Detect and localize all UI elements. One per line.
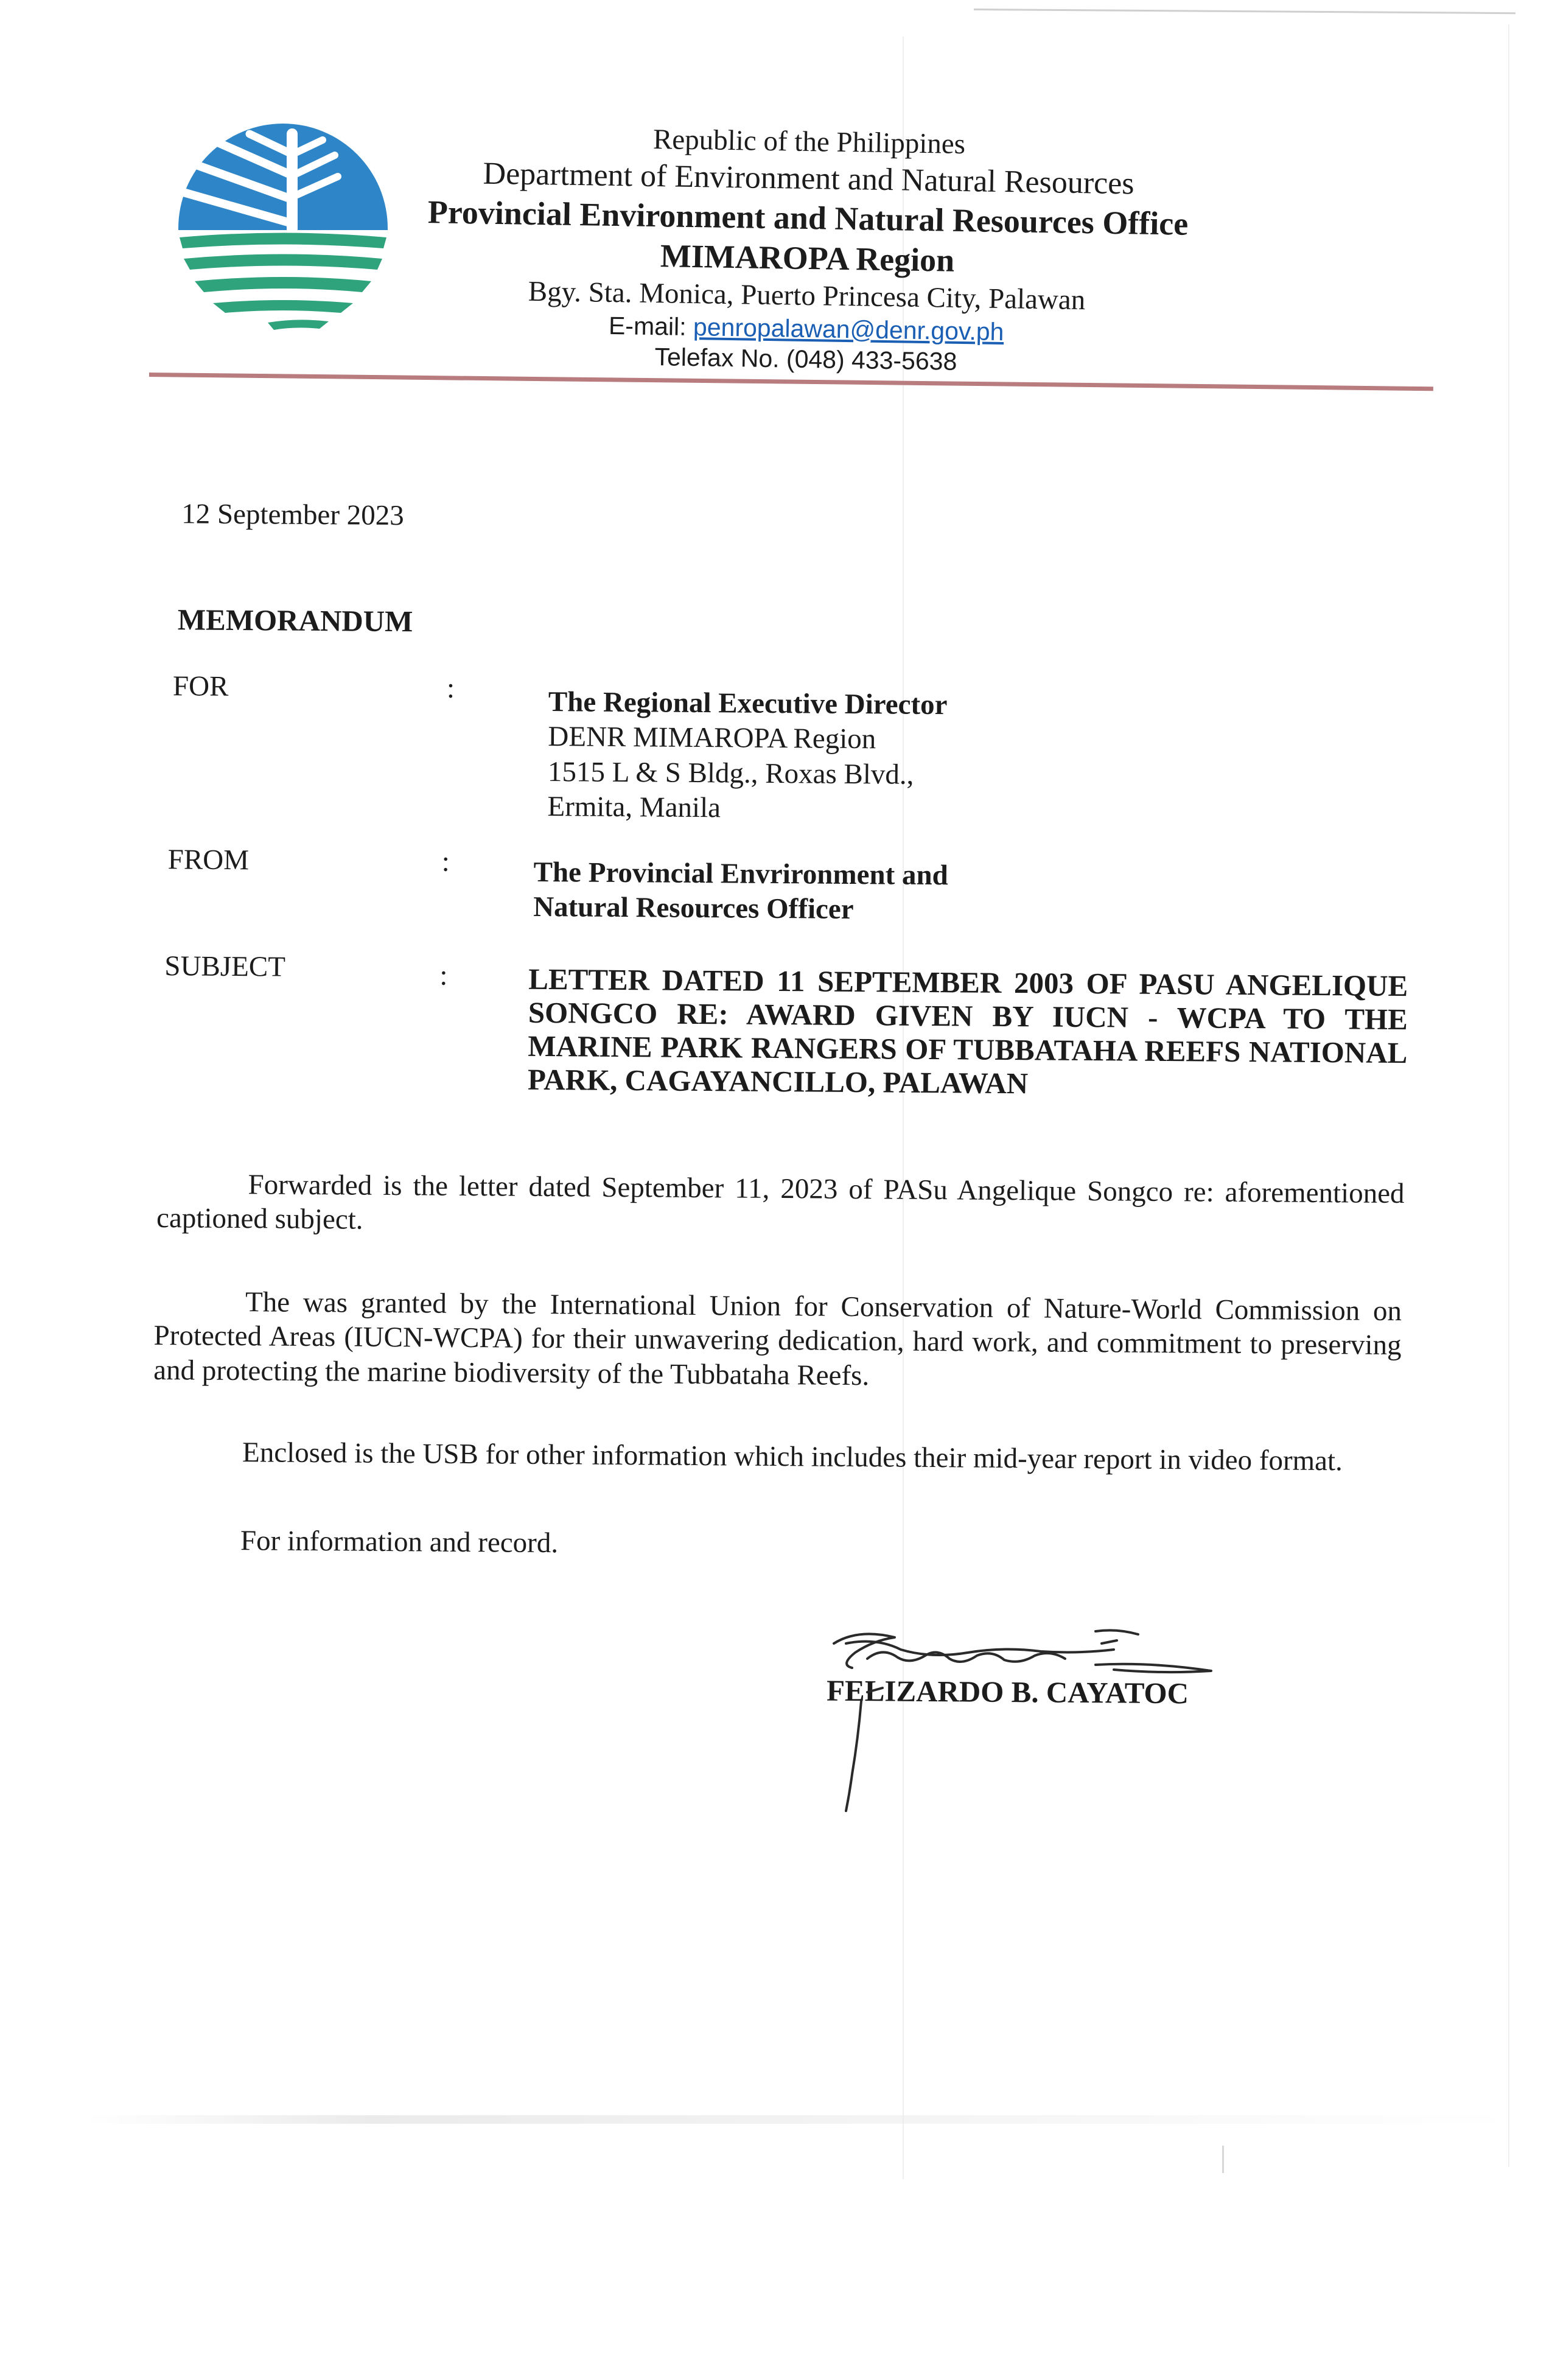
paragraph-usb-text: Enclosed is the USB for other information which includes their mid-year report in video format. — [242, 1437, 1343, 1477]
for-recipient-office: DENR MIMAROPA Region — [548, 721, 876, 755]
from-line-1: The Provincial Envrironment and — [533, 856, 948, 892]
for-recipient-city: Ermita, Manila — [547, 791, 721, 824]
email-link[interactable]: penropalawan@denr.gov.ph — [693, 312, 1004, 346]
paragraph-closing: For information and record. — [240, 1525, 559, 1559]
memo-date: 12 September 2023 — [181, 498, 404, 532]
for-recipient-title: The Regional Executive Director — [548, 686, 948, 721]
subject-text: LETTER DATED 11 SEPTEMBER 2003 OF PASU ANGELIQUE SONGCO RE: AWARD GIVEN BY IUCN - WCPA TO THE MARINE PARK RANGERS OF TUBBATAHA REEFS NATIONAL PARK, CAGAYANCILLO, PALAWAN — [527, 962, 1408, 1100]
signatory-name: FELIZARDO B. CAYATOC — [826, 1673, 1189, 1710]
from-block — [533, 855, 948, 928]
from-line-2: Natural Resources Officer — [533, 891, 854, 926]
email-label: E-mail: — [608, 311, 694, 341]
paragraph-usb — [151, 1435, 1399, 1479]
paragraph-award — [153, 1284, 1402, 1397]
for-recipient-street: 1515 L & S Bldg., Roxas Blvd., — [547, 755, 914, 791]
paragraph-award-text: The was granted by the International Union for Conservation of Nature-World Commission on Protected Areas (IUCN-WCPA) for their unwavering dedication, hard work, and commitment to preserving and protecting the marine biodiversity of the Tubbataha Reefs. — [153, 1286, 1402, 1391]
for-address-block — [547, 685, 947, 827]
from-colon: : — [441, 845, 450, 878]
paragraph-forwarded-text: Forwarded is the letter dated September 11, 2023 of PASu Angelique Songco re: aforementioned captioned subject. — [156, 1169, 1405, 1236]
letterhead-region: MIMAROPA Region — [660, 237, 955, 279]
from-label: FROM — [167, 844, 250, 877]
for-label: FOR — [172, 670, 229, 702]
letterhead-telefax: Telefax No. (048) 433-5638 — [654, 342, 957, 376]
letterhead-address: Bgy. Sta. Monica, Puerto Princesa City, Palawan — [528, 275, 1086, 316]
subject-label: SUBJECT — [164, 950, 286, 983]
subject-colon: : — [439, 959, 448, 992]
handwritten-signature-icon — [809, 1616, 1296, 1817]
memo-title: MEMORANDUM — [177, 603, 413, 639]
letterhead-department: Department of Environment and Natural Resources — [483, 156, 1134, 201]
for-colon: : — [446, 672, 455, 704]
letterhead-republic: Republic of the Philippines — [652, 123, 966, 161]
letterhead-office: Provincial Environment and Natural Resources Office — [427, 193, 1189, 242]
paragraph-forwarded — [156, 1167, 1405, 1245]
